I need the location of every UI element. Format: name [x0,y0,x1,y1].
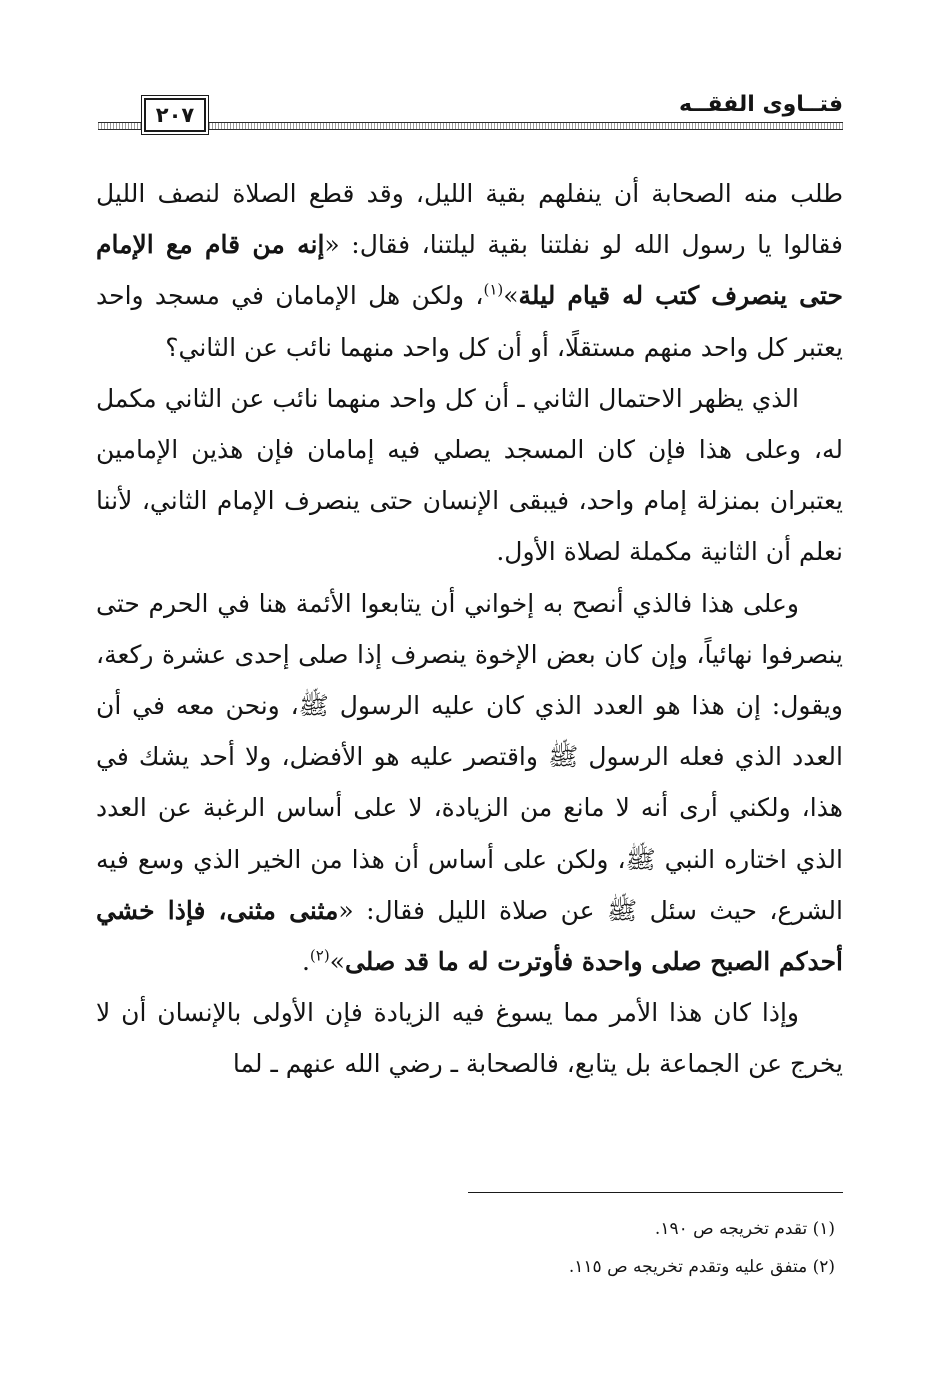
header-rule-left [98,122,142,130]
page-number: ٢٠٧ [144,98,206,132]
header-rule [209,122,843,130]
paragraph-1-text-a: طلب منه الصحابة أن ينفلهم بقية الليل، وقد قطع الصلاة لنصف الليل فقالوا يا رسول الله لو نفلتنا بقية ليلتنا، فقال: « [96,179,844,260]
paragraph-4: وإذا كان هذا الأمر مما يسوغ فيه الزيادة فإن الأولى بالإنسان أن لا يخرج عن الجماعة بل يتابع، فالصحابة ـ رضي الله عنهم ـ لما [96,998,843,1079]
quote-close-2: » [329,947,345,977]
page-header [98,92,843,136]
quote-close-1: » [503,281,519,311]
hadith-quote-1: إنه من قام مع الإمام حتى ينصرف كتب له قيام ليلة [96,230,843,311]
footnote-marker-1: (١) [483,281,504,300]
footnote-separator [468,1192,843,1193]
paragraph-3-text-a: وعلى هذا فالذي أنصح به إخواني أن يتابعوا الأئمة هنا في الحرم حتى ينصرفوا نهائياً، وإن كان بعض الإخوة ينصرف إذا صلى إحدى عشرة ركعة، ويقول: إن هذا هو العدد الذي كان عليه الرسول ﷺ، ونحن معه في أن العدد الذي فعله الرسول ﷺ واقتصر عليه هو الأفضل، ولا أحد يشك في هذا، ولكني أرى أنه لا مانع من الزيادة، لا على أساس الرغبة عن العدد الذي اختاره النبي ﷺ، ولكن على أساس أن هذا من الخير الذي وسع فيه الشرع، حيث سئل ﷺ عن صلاة الليل فقال: « [96,588,843,925]
main-text [96,168,843,1090]
paragraph-3-text-b: . [301,947,310,977]
footnote-marker-2: (٢) [309,946,330,965]
footnotes [235,1210,835,1286]
paragraph-1-text-b: ، ولكن هل الإمامان في مسجد واحد يعتبر كل واحد منهم مستقلًا، أو أن كل واحد منهما نائب عن الثاني؟ [96,281,843,362]
paragraph-2: الذي يظهر الاحتمال الثاني ـ أن كل واحد منهما نائب عن الثاني مكمل له، وعلى هذا فإن كان المسجد يصلي فيه إمامان فإن هذين الإمامين يعتبران بمنزلة إمام واحد، فيبقى الإنسان حتى ينصرف الإمام الثاني، لأننا نعلم أن الثانية مكملة لصلاة الأول. [96,383,843,567]
footnote-2: (٢) متفق عليه وتقدم تخريجه ص ١١٥. [568,1257,835,1277]
hadith-quote-2: مثنى مثنى، فإذا خشي أحدكم الصبح صلى واحدة فأوترت له ما قد صلى [96,895,843,977]
paragraph-3 [96,578,843,988]
footnote-1: (١) تقدم تخريجه ص ١٩٠. [654,1219,835,1239]
running-title: فتــاوى الفقــه [678,92,843,117]
paragraph-1 [96,168,843,373]
